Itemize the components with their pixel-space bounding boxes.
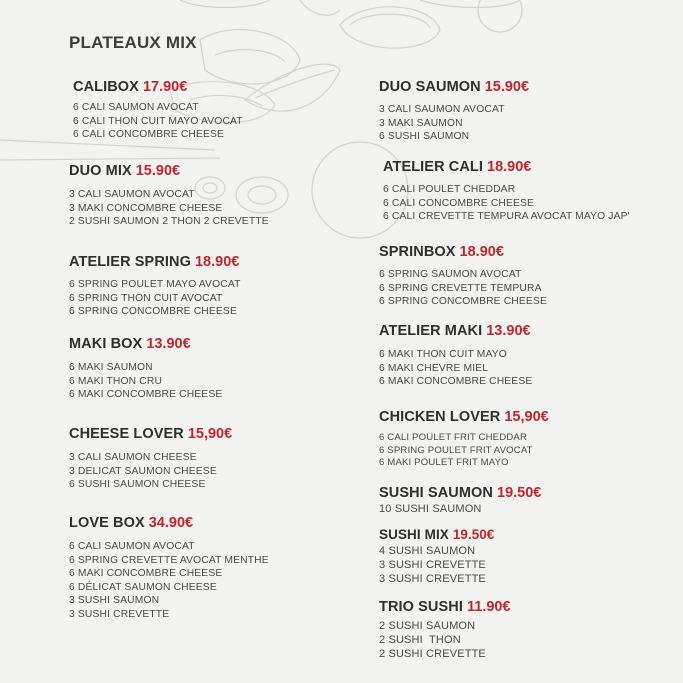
item-line: 3 SUSHI CREVETTE: [379, 573, 486, 585]
item-price: 19.50€: [452, 527, 495, 542]
menu-item-trio-sushi: [379, 599, 511, 661]
item-line: 6 SPRING POULET MAYO AVOCAT: [69, 279, 241, 290]
item-name: MAKI BOX: [69, 336, 143, 352]
item-price: 34.90€: [148, 515, 194, 531]
menu-item-duo-saumon: [379, 79, 529, 144]
item-line: 10 SUSHI SAUMON: [379, 503, 482, 515]
item-line: 6 SPRING SAUMON AVOCAT: [379, 269, 522, 280]
item-line: 6 SUSHI SAUMON: [379, 131, 470, 142]
item-line: 2 SUSHI SAUMON 2 THON 2 CREVETTE: [69, 216, 269, 227]
item-line: 6 MAKI CONCOMBRE CHEESE: [69, 568, 223, 579]
item-line: 6 MAKI THON CRU: [69, 375, 163, 387]
item-name: ATELIER MAKI: [379, 323, 483, 339]
item-name: ATELIER CALI: [383, 159, 484, 175]
item-line: 3 CALI SAUMON AVOCAT: [379, 104, 505, 115]
menu-item-sushi-mix: [379, 527, 494, 586]
menu-item-maki-box: [69, 336, 222, 402]
item-name: SPRINBOX: [379, 244, 456, 260]
item-line: 2 SUSHI CREVETTE: [379, 648, 486, 660]
item-line: 6 MAKI POULET FRIT MAYO: [379, 457, 509, 468]
item-name: TRIO SUSHI: [379, 599, 463, 615]
item-line: 6 SPRING CREVETTE TEMPURA: [379, 282, 542, 294]
item-name: DUO MIX: [69, 163, 132, 179]
item-line: 3 SUSHI CREVETTE: [69, 608, 170, 620]
menu-item-chicken-lover: [379, 409, 549, 470]
item-line: 6 CALI SAUMON AVOCAT: [73, 102, 199, 113]
menu-item-duo-mix: [69, 163, 269, 229]
item-price: 11.90€: [466, 599, 511, 615]
item-line: 6 CALI CONCOMBRE CHEESE: [383, 197, 535, 209]
item-line: 4 SUSHI SAUMON: [379, 545, 476, 557]
item-price: 19.50€: [497, 485, 542, 501]
item-price: 15,90€: [187, 426, 233, 442]
item-name: DUO SAUMON: [379, 79, 481, 95]
item-line: 3 MAKI CONCOMBRE CHEESE: [69, 202, 223, 214]
item-line: 2 SUSHI THON: [379, 634, 461, 646]
item-line: 3 SUSHI SAUMON: [69, 595, 160, 606]
item-price: 17.90€: [142, 79, 188, 95]
item-line: 3 SUSHI CREVETTE: [379, 559, 486, 571]
item-name: LOVE BOX: [69, 515, 145, 531]
item-price: 15,90€: [504, 409, 549, 425]
item-line: 6 DÉLICAT SAUMON CHEESE: [69, 581, 217, 593]
item-price: 13.90€: [146, 336, 191, 352]
item-line: 6 MAKI THON CUIT MAYO: [379, 349, 507, 360]
item-line: 6 SPRING CREVETTE AVOCAT MENTHE: [69, 554, 269, 566]
item-line: 6 CALI SAUMON AVOCAT: [69, 541, 195, 552]
item-line: 6 MAKI CHEVRE MIEL: [379, 362, 489, 374]
item-price: 13.90€: [486, 323, 531, 339]
item-name: SUSHI MIX: [379, 527, 449, 542]
page-title: PLATEAUX MIX: [69, 33, 197, 52]
item-line: 6 SPRING THON CUIT AVOCAT: [69, 292, 223, 304]
menu-item-atelier-cali: [383, 159, 630, 224]
menu-item-atelier-maki: [379, 323, 532, 389]
menu-item-cheese-lover: [69, 426, 232, 492]
item-line: 6 SPRING POULET FRIT AVOCAT: [379, 444, 533, 456]
item-line: 6 CALI POULET CHEDDAR: [383, 184, 516, 195]
item-price: 18.90€: [194, 254, 240, 270]
item-name: CALIBOX: [73, 79, 139, 95]
item-line: 3 DELICAT SAUMON CHEESE: [69, 465, 217, 477]
item-name: SUSHI SAUMON: [379, 485, 493, 501]
item-line: 6 MAKI CONCOMBRE CHEESE: [379, 376, 533, 387]
item-price: 15.90€: [484, 79, 530, 95]
item-line: 6 SUSHI SAUMON CHEESE: [69, 479, 206, 490]
item-line: 6 SPRING CONCOMBRE CHEESE: [69, 306, 237, 317]
item-line: 6 CALI CREVETTE TEMPURA AVOCAT MAYO JAP': [383, 211, 630, 222]
item-price: 15.90€: [135, 163, 181, 179]
menu-item-love-box: [69, 515, 269, 621]
item-name: CHICKEN LOVER: [379, 409, 501, 425]
item-line: 6 CALI POULET FRIT CHEDDAR: [379, 432, 528, 443]
item-price: 18.90€: [487, 159, 532, 175]
item-line: 6 CALI CONCOMBRE CHEESE: [73, 129, 225, 140]
item-line: 3 CALI SAUMON AVOCAT: [69, 189, 195, 200]
item-line: 6 MAKI CONCOMBRE CHEESE: [69, 389, 223, 400]
item-line: 3 MAKI SAUMON: [379, 117, 463, 129]
menu-item-sushi-saumon: [379, 485, 541, 516]
item-line: 6 SPRING CONCOMBRE CHEESE: [379, 296, 547, 307]
item-name: CHEESE LOVER: [69, 426, 184, 442]
menu-item-atelier-spring: [69, 254, 241, 319]
item-line: 3 CALI SAUMON CHEESE: [69, 452, 197, 463]
item-name: ATELIER SPRING: [69, 254, 191, 270]
menu-item-sprinbox: [379, 244, 547, 309]
item-price: 18.90€: [459, 244, 504, 260]
menu-item-calibox: [73, 79, 243, 142]
item-line: 6 CALI THON CUIT MAYO AVOCAT: [73, 115, 243, 127]
item-line: 2 SUSHI SAUMON: [379, 620, 476, 632]
item-line: 6 MAKI SAUMON: [69, 362, 153, 373]
